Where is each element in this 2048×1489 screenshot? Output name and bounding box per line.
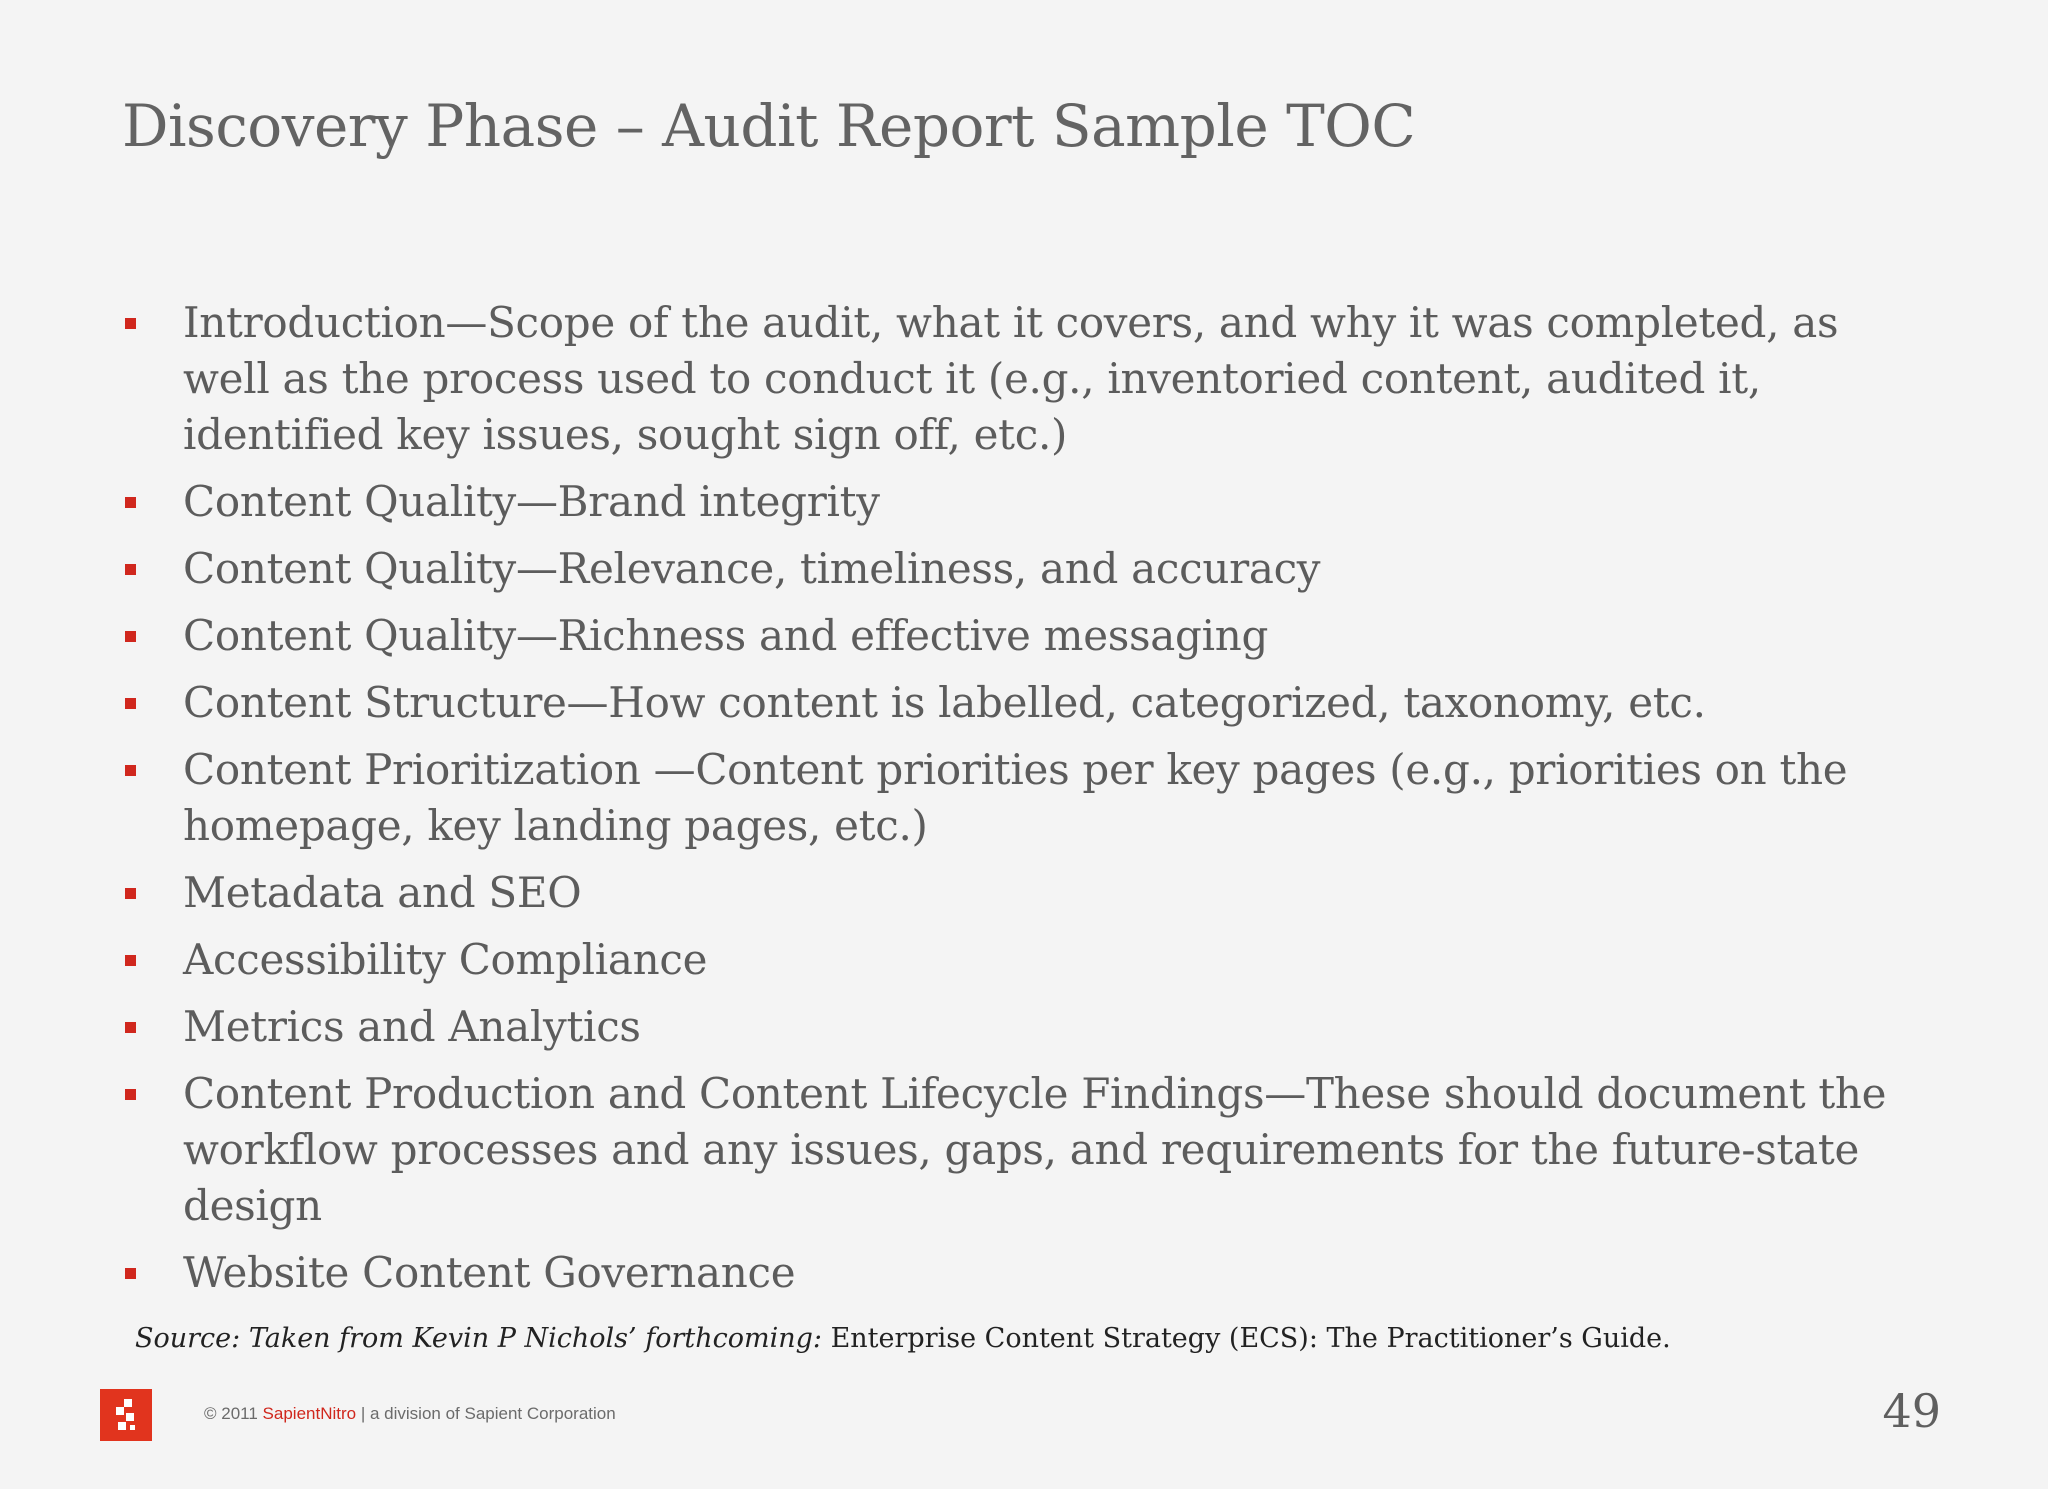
toc-item [122, 1245, 1902, 1301]
toc-item-text: Website Content Governance [183, 1248, 796, 1297]
square-bullet-icon [125, 318, 136, 329]
toc-item [122, 865, 1902, 921]
toc-item [122, 474, 1902, 530]
source-title: Enterprise Content Strategy (ECS): The Practitioner’s Guide. [830, 1323, 1671, 1354]
square-bullet-icon [125, 631, 136, 642]
brand-name: SapientNitro [262, 1404, 357, 1423]
source-label: Source: Taken from Kevin P Nichols’ forthcoming: [135, 1323, 822, 1354]
toc-item-text: Content Prioritization —Content priorities per key pages (e.g., priorities on the homepage, key landing pages, etc.) [183, 745, 1848, 850]
source-citation [135, 1321, 1671, 1356]
square-bullet-icon [125, 765, 136, 776]
toc-item [122, 1066, 1902, 1234]
toc-item-text: Content Quality—Relevance, timeliness, and accuracy [183, 544, 1321, 593]
toc-item [122, 675, 1902, 731]
slide-title: Discovery Phase – Audit Report Sample TOC [122, 92, 1416, 160]
sapientnitro-logo-icon [100, 1389, 152, 1441]
toc-item-text: Metadata and SEO [183, 868, 582, 917]
square-bullet-icon [125, 497, 136, 508]
toc-item [122, 932, 1902, 988]
toc-item [122, 742, 1902, 854]
toc-item [122, 541, 1902, 597]
toc-item-text: Content Quality—Brand integrity [183, 477, 880, 526]
page-number: 49 [1882, 1384, 1941, 1438]
toc-item-text: Content Structure—How content is labelled, categorized, taxonomy, etc. [183, 678, 1706, 727]
copyright-year: © 2011 [204, 1404, 258, 1423]
toc-item-text: Metrics and Analytics [183, 1002, 641, 1051]
toc-item-text: Content Quality—Richness and effective messaging [183, 611, 1269, 660]
division-text: | a division of Sapient Corporation [360, 1404, 616, 1423]
toc-item-text: Content Production and Content Lifecycle Findings—These should document the workflow processes and any issues, gaps, and requirements for the future-state design [183, 1069, 1887, 1230]
square-bullet-icon [125, 888, 136, 899]
square-bullet-icon [125, 1268, 136, 1279]
toc-item [122, 608, 1902, 664]
square-bullet-icon [125, 1022, 136, 1033]
square-bullet-icon [125, 955, 136, 966]
square-bullet-icon [125, 564, 136, 575]
logo-glyph [100, 1389, 152, 1441]
square-bullet-icon [125, 1089, 136, 1100]
toc-item-text: Accessibility Compliance [183, 935, 708, 984]
toc-list [122, 295, 1902, 1312]
footer-copyright [204, 1404, 616, 1424]
toc-item [122, 295, 1902, 463]
square-bullet-icon [125, 698, 136, 709]
toc-item [122, 999, 1902, 1055]
toc-item-text: Introduction—Scope of the audit, what it covers, and why it was completed, as well as the process used to conduct it (e.g., inventoried content, audited it, identified key issues, sought sign off, etc.) [183, 298, 1839, 459]
